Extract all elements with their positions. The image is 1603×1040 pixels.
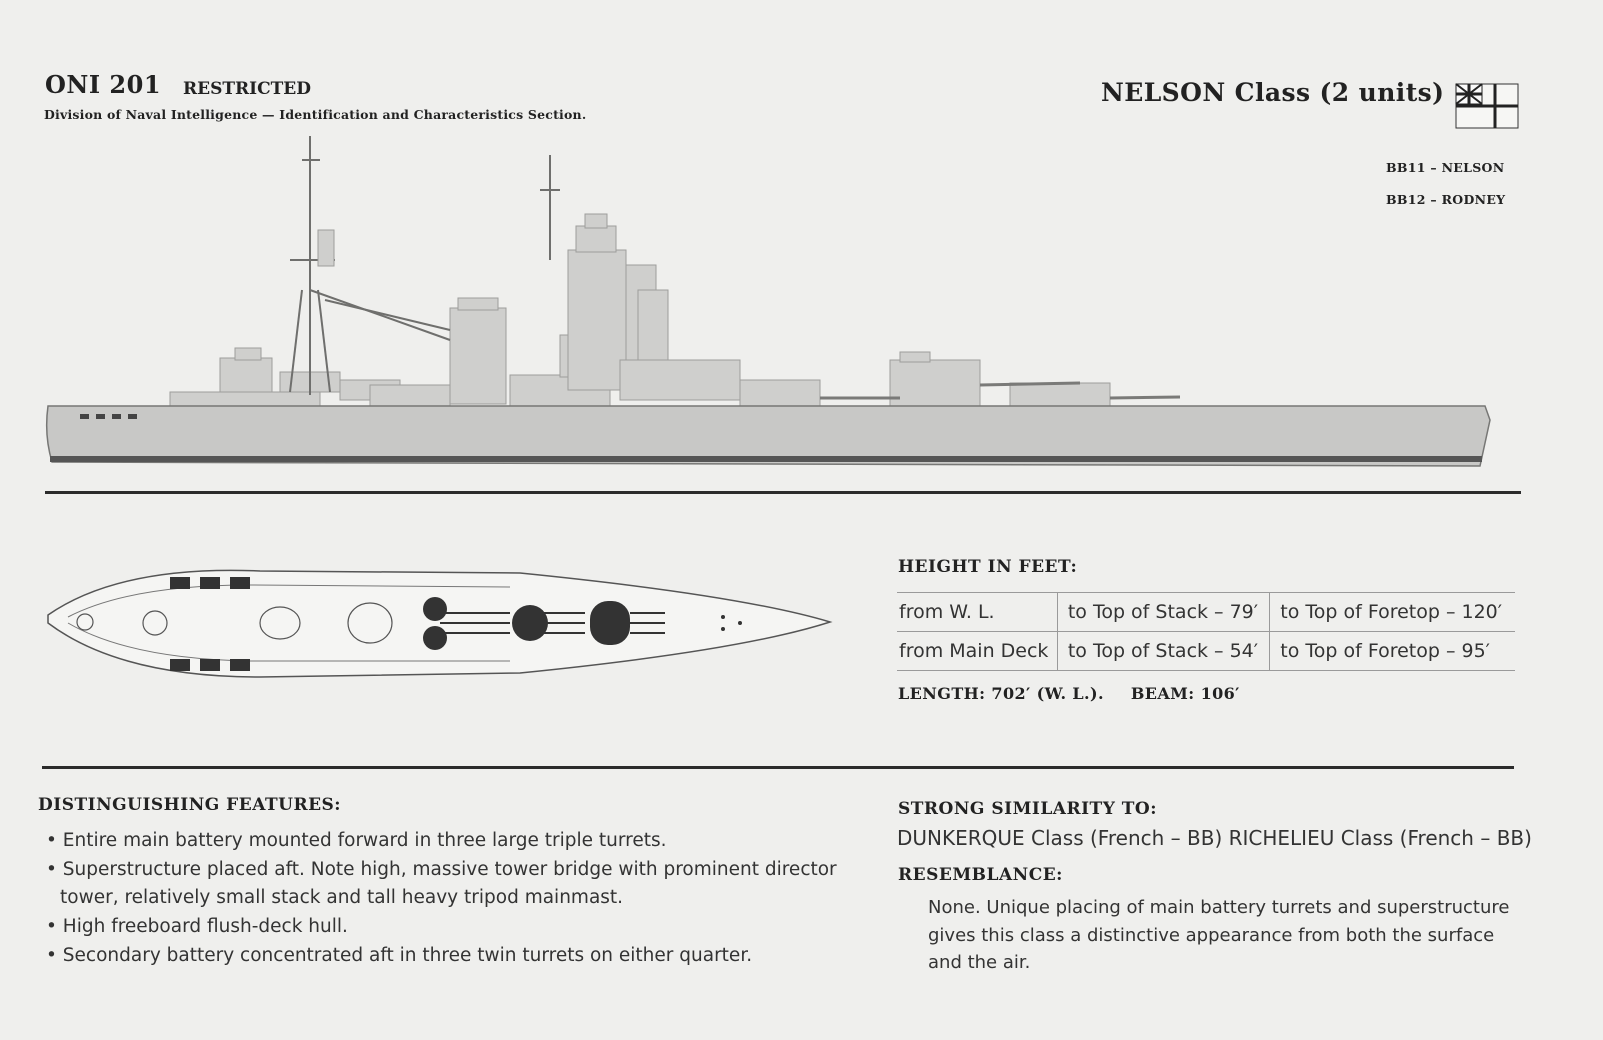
features-heading: DISTINGUISHING FEATURES: [38, 795, 342, 815]
unit-designation-rodney: BB12 – RODNEY [1386, 192, 1506, 207]
height-heading: HEIGHT IN FEET: [898, 557, 1078, 577]
features-list [36, 827, 866, 971]
feature-text: High freeboard flush-deck hull. [62, 916, 348, 937]
list-item: • Secondary battery concentrated aft in three twin turrets on either quarter. [46, 945, 753, 966]
feature-text: Entire main battery mounted forward in three large triple turrets. [62, 830, 667, 851]
similarity-text: DUNKERQUE Class (French – BB) RICHELIEU Class (French – BB) [897, 826, 1532, 850]
section-divider-middle [42, 766, 1514, 769]
table-row [897, 632, 1515, 671]
height-from-cell: from W. L. [897, 593, 1057, 632]
height-table [897, 592, 1515, 671]
height-stack-cell: to Top of Stack – 54′ [1057, 632, 1269, 671]
beam-value: BEAM: 106′ [1130, 684, 1240, 703]
unit-designation-nelson: BB11 – NELSON [1386, 160, 1505, 175]
document-code: ONI 201 [45, 70, 162, 99]
height-from-cell: from Main Deck [897, 632, 1057, 671]
height-stack-cell: to Top of Stack – 79′ [1057, 593, 1269, 632]
section-divider-top [45, 491, 1521, 494]
height-foretop-cell: to Top of Foretop – 95′ [1270, 632, 1515, 671]
feature-text: Superstructure placed aft. Note high, massive tower bridge with prominent director tower, relatively small stack and tall heavy tripod mainmast. [60, 859, 837, 908]
feature-text: Secondary battery concentrated aft in three twin turrets on either quarter. [62, 945, 753, 966]
class-title: NELSON Class (2 units) [1101, 78, 1445, 107]
table-row [897, 593, 1515, 632]
similarity-heading: STRONG SIMILARITY TO: [898, 799, 1158, 819]
list-item: • Superstructure placed aft. Note high, massive tower bridge with prominent director tower, relatively small stack and tall heavy tripod mainmast. [46, 859, 837, 908]
ship-plan-view-illustration [40, 565, 860, 695]
length-value: LENGTH: 702′ (W. L.). [898, 684, 1104, 703]
white-ensign-flag-icon [1455, 83, 1519, 129]
dimensions-line [898, 684, 1240, 704]
resemblance-text: None. Unique placing of main battery turrets and superstructure gives this class a distinctive appearance from both the surface and the air. [928, 897, 1510, 973]
division-subtitle: Division of Naval Intelligence — Identification and Characteristics Section. [44, 107, 587, 122]
restricted-label: RESTRICTED [183, 79, 311, 99]
ship-profile-illustration [40, 130, 1530, 490]
resemblance-heading: RESEMBLANCE: [898, 865, 1063, 885]
height-foretop-cell: to Top of Foretop – 120′ [1270, 593, 1515, 632]
list-item: • Entire main battery mounted forward in three large triple turrets. [46, 830, 667, 851]
list-item: • High freeboard flush-deck hull. [46, 916, 348, 937]
